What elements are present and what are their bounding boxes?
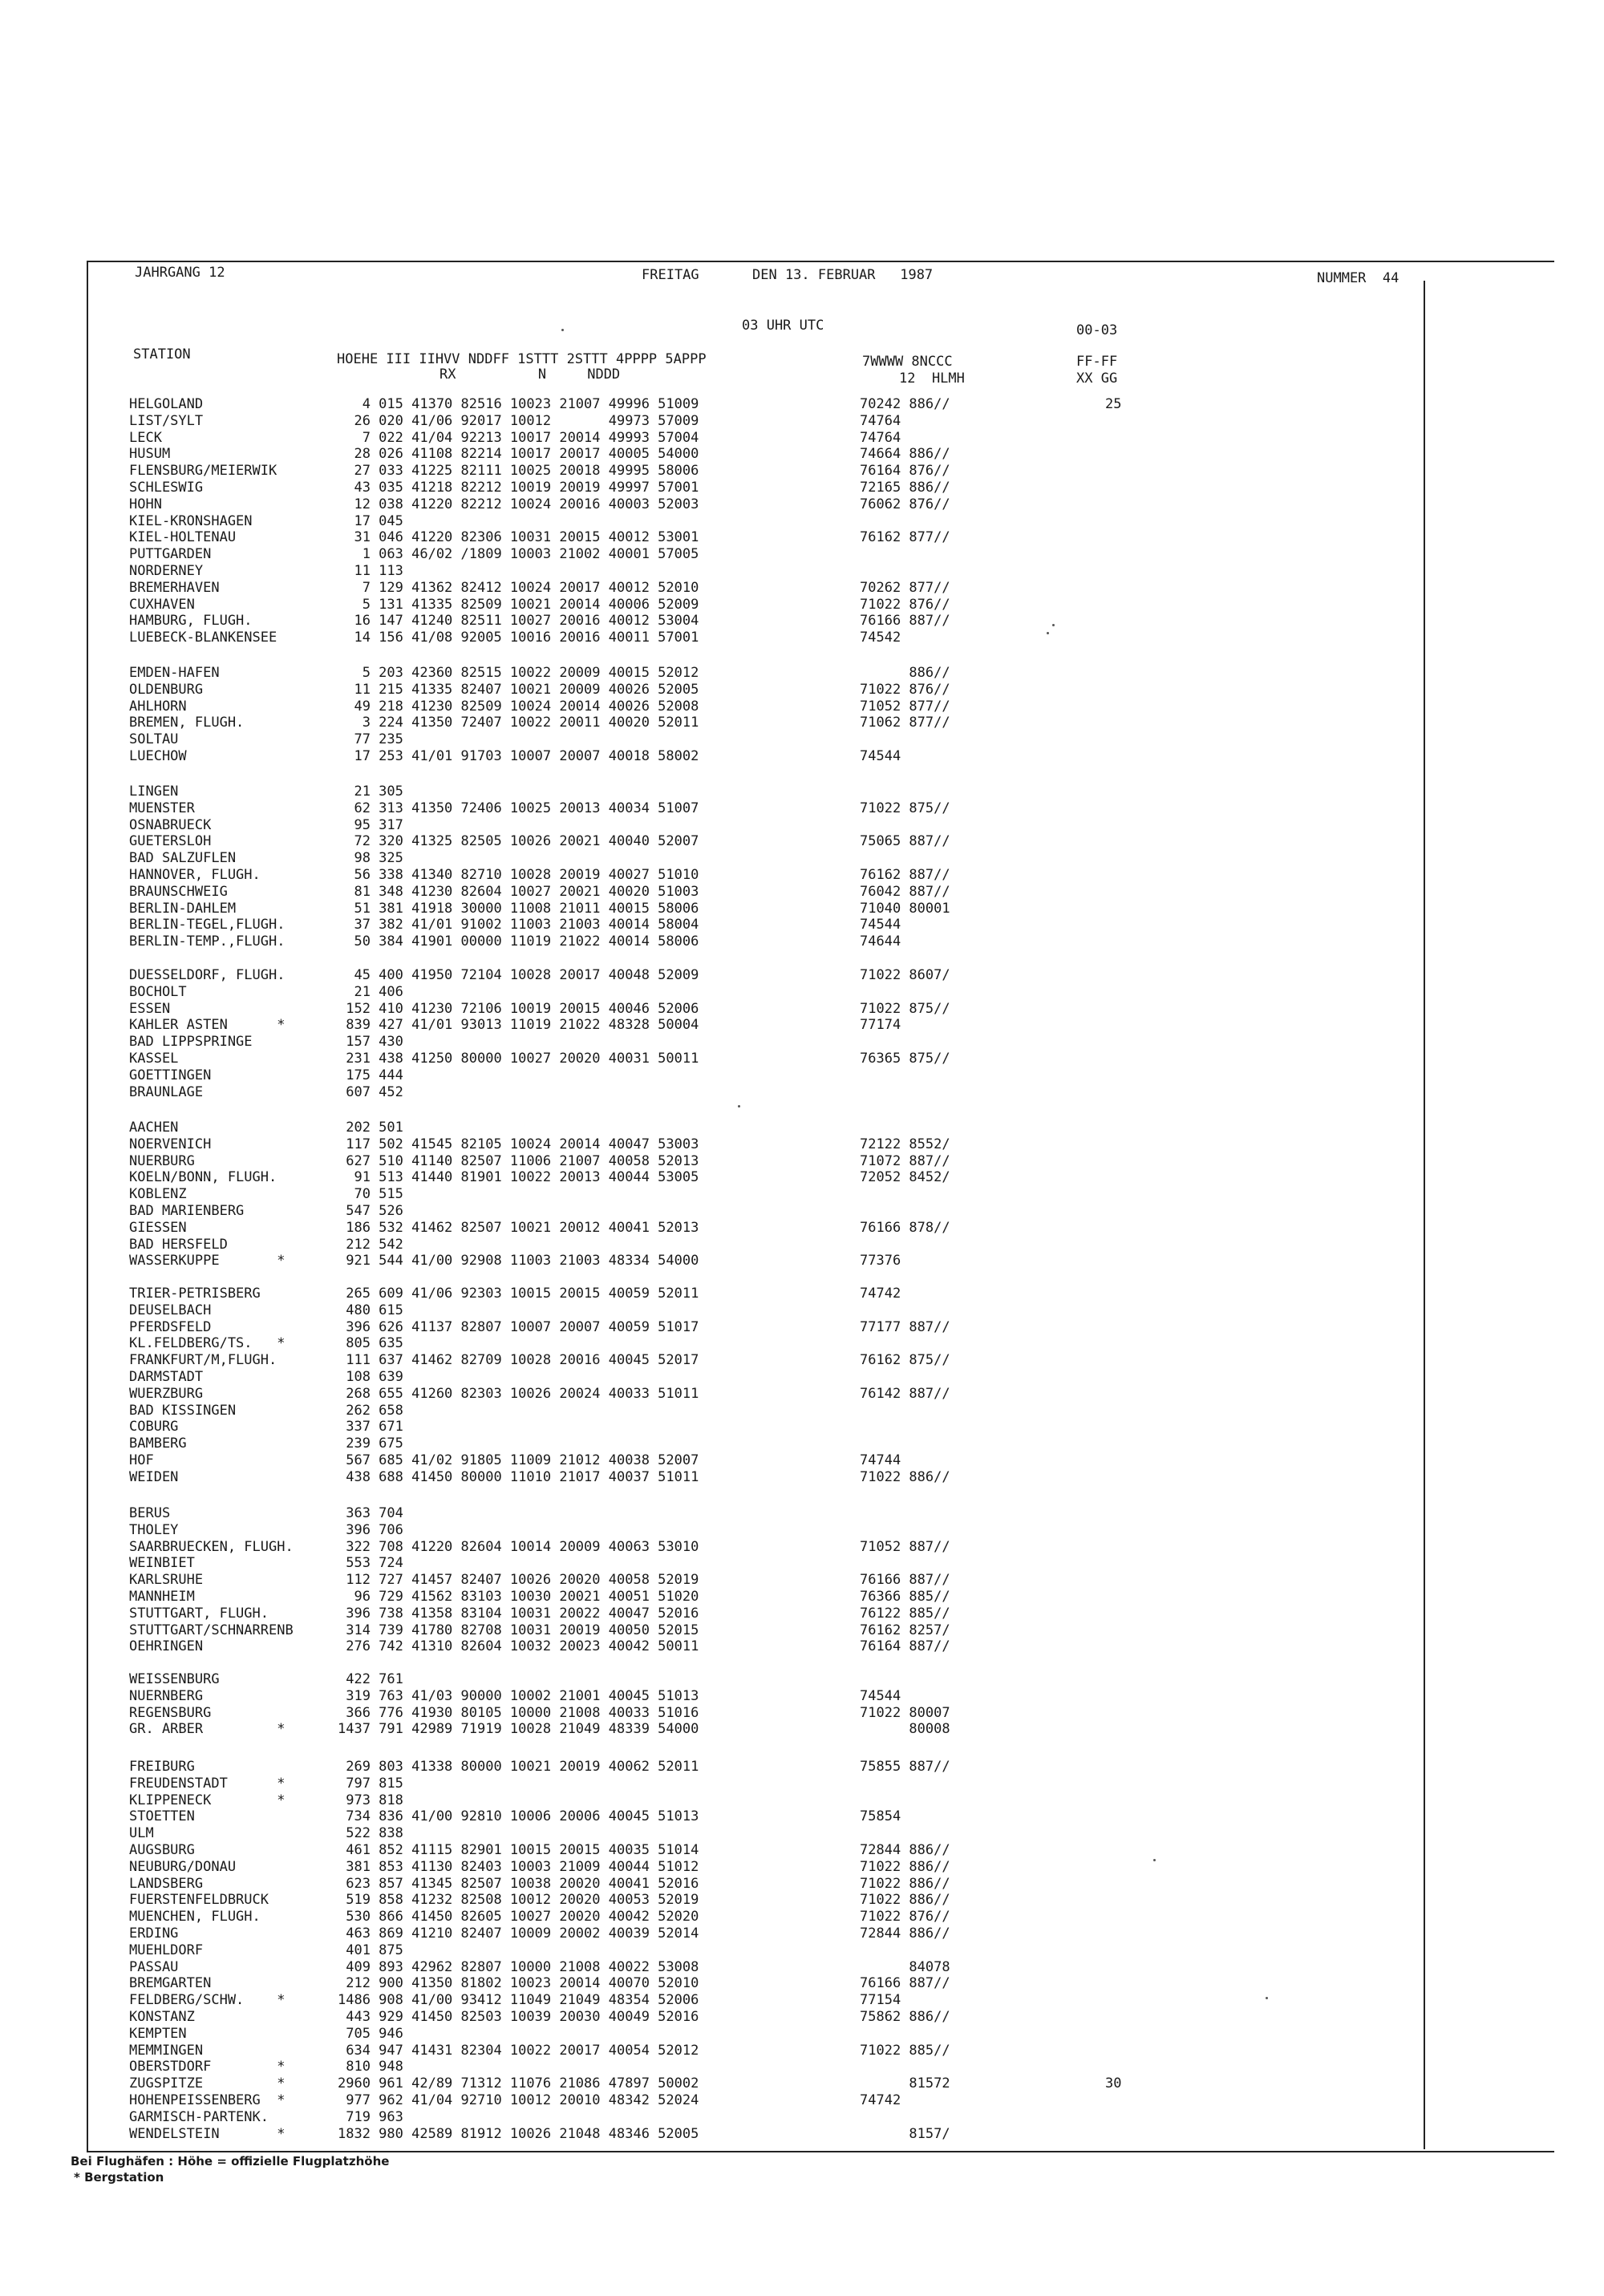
weather-column-subheader: 12 HLMH — [899, 371, 965, 387]
station-code-groups: 623 857 41345 82507 10038 20020 40041 52016 — [338, 1876, 699, 1892]
station-code-groups: 921 544 41/00 92908 11003 21003 48334 54000 — [338, 1253, 699, 1269]
station-weather-groups: 76164 887// — [860, 1638, 950, 1654]
station-name: PASSAU — [129, 1959, 179, 1975]
station-name: KOBLENZ — [129, 1186, 187, 1202]
speck — [1266, 1997, 1268, 1999]
station-name: SCHLESWIG — [129, 480, 204, 496]
station-code-groups: 17 045 — [338, 513, 403, 529]
station-code-groups: 95 317 — [338, 817, 403, 833]
station-weather-groups: 76166 887// — [860, 613, 950, 629]
station-code-groups: 396 626 41137 82807 10007 20007 40059 51017 — [338, 1319, 699, 1335]
station-name: GUETERSLOH — [129, 833, 212, 849]
station-code-groups: 157 430 — [338, 1034, 403, 1050]
station-weather-groups: 71022 885// — [860, 2043, 950, 2059]
station-weather-groups: 72052 8452/ — [860, 1169, 950, 1185]
station-weather-groups: 71040 80001 — [860, 901, 950, 917]
station-weather-groups: 71052 877// — [860, 699, 950, 715]
station-weather-groups: 76166 878// — [860, 1220, 950, 1236]
station-code-groups: 265 609 41/06 92303 10015 20015 40059 52011 — [338, 1286, 699, 1302]
station-code-groups: 522 838 — [338, 1825, 403, 1841]
station-weather-groups: 77154 — [860, 1992, 901, 2008]
station-weather-groups: 74664 886// — [860, 446, 950, 462]
station-code-groups: 17 253 41/01 91703 10007 20007 40018 58002 — [338, 748, 699, 764]
station-code-groups: 11 215 41335 82407 10021 20009 40026 52005 — [338, 682, 699, 698]
station-code-groups: 96 729 41562 83103 10030 20021 40051 51020 — [338, 1589, 699, 1605]
station-code-groups: 51 381 41918 30000 11008 21011 40015 58006 — [338, 901, 699, 917]
station-name: HELGOLAND — [129, 396, 204, 412]
station-code-groups: 409 893 42962 82807 10000 21008 40022 53008 — [338, 1959, 699, 1975]
station-code-groups: 839 427 41/01 93013 11019 21022 48328 50004 — [338, 1017, 699, 1033]
station-code-groups: 422 761 — [338, 1671, 403, 1687]
station-weather-groups: 71022 80007 — [860, 1705, 950, 1721]
station-name: KAHLER ASTEN * — [129, 1017, 286, 1033]
station-code-groups: 91 513 41440 81901 10022 20013 40044 53005 — [338, 1169, 699, 1185]
station-weather-groups: 76162 887// — [860, 867, 950, 883]
station-weather-groups: 72844 886// — [860, 1842, 950, 1858]
station-name: LINGEN — [129, 784, 179, 800]
station-weather-groups: 74544 — [860, 917, 901, 933]
station-name: WASSERKUPPE * — [129, 1253, 286, 1269]
station-code-groups: 2960 961 42/89 71312 11076 21086 47897 50002 — [338, 2075, 699, 2092]
station-name: WUERZBURG — [129, 1386, 204, 1402]
station-name: LUEBECK-BLANKENSEE — [129, 630, 277, 646]
station-name: ZUGSPITZE * — [129, 2075, 286, 2092]
station-weather-groups: 886// — [860, 665, 950, 681]
station-weather-groups: 75065 887// — [860, 833, 950, 849]
station-code-groups: 627 510 41140 82507 11006 21007 40058 52013 — [338, 1153, 699, 1169]
station-name: FRANKFURT/M,FLUGH. — [129, 1352, 277, 1368]
observation-time: 03 UHR UTC — [742, 318, 824, 334]
station-name: KOELN/BONN, FLUGH. — [129, 1169, 277, 1185]
station-weather-groups: 75862 886// — [860, 2009, 950, 2025]
station-code-groups: 973 818 — [338, 1792, 403, 1808]
station-name: HANNOVER, FLUGH. — [129, 867, 261, 883]
station-code-groups: 705 946 — [338, 2026, 403, 2042]
station-code-groups: 1832 980 42589 81912 10026 21048 48346 52005 — [338, 2126, 699, 2142]
station-code-groups: 805 635 — [338, 1335, 403, 1351]
station-weather-groups: 72165 886// — [860, 480, 950, 496]
footnote-mountain: * Bergstation — [74, 2170, 164, 2185]
period-label: 00-03 — [1076, 322, 1118, 338]
station-name: NUERNBERG — [129, 1688, 204, 1704]
station-name: NEUBURG/DONAU — [129, 1859, 237, 1875]
station-code-groups: 797 815 — [338, 1776, 403, 1792]
station-weather-groups: 74764 — [860, 413, 901, 429]
station-code-groups: 401 875 — [338, 1942, 403, 1958]
station-code-groups: 480 615 — [338, 1302, 403, 1318]
station-name: STOETTEN — [129, 1808, 195, 1824]
station-code-groups: 175 444 — [338, 1067, 403, 1083]
speck — [1153, 1859, 1156, 1861]
station-code-groups: 231 438 41250 80000 10027 20020 40031 50011 — [338, 1051, 699, 1067]
station-code-groups: 262 658 — [338, 1403, 403, 1419]
station-weather-groups: 70262 877// — [860, 580, 950, 596]
station-weather-groups: 74544 — [860, 748, 901, 764]
station-code-groups: 463 869 41210 82407 10009 20002 40039 52014 — [338, 1925, 699, 1942]
station-name: BREMGARTEN — [129, 1975, 212, 1991]
station-weather-groups: 74544 — [860, 1688, 901, 1704]
station-weather-groups: 71022 886// — [860, 1859, 950, 1875]
station-name: DARMSTADT — [129, 1369, 204, 1385]
station-weather-groups: 71022 876// — [860, 682, 950, 698]
station-code-groups: 202 501 — [338, 1120, 403, 1136]
station-code-groups: 62 313 41350 72406 10025 20013 40034 51007 — [338, 800, 699, 816]
station-name: BAD LIPPSPRINGE — [129, 1034, 253, 1050]
station-code-groups: 21 406 — [338, 984, 403, 1000]
station-code-groups: 77 235 — [338, 731, 403, 747]
weekday-label: FREITAG — [642, 267, 699, 283]
station-code-groups: 117 502 41545 82105 10024 20014 40047 53003 — [338, 1136, 699, 1152]
station-name: DEUSELBACH — [129, 1302, 212, 1318]
station-weather-groups: 72844 886// — [860, 1925, 950, 1942]
station-code-groups: 11 113 — [338, 563, 403, 579]
station-name: HOHN — [129, 496, 162, 512]
station-weather-groups: 74742 — [860, 1286, 901, 1302]
station-name: BERLIN-DAHLEM — [129, 901, 237, 917]
station-weather-groups: 71022 8607/ — [860, 967, 950, 983]
station-code-groups: 268 655 41260 82303 10026 20024 40033 51011 — [338, 1386, 699, 1402]
station-code-groups: 366 776 41930 80105 10000 21008 40033 51016 — [338, 1705, 699, 1721]
station-weather-groups: 81572 — [860, 2075, 950, 2092]
station-weather-groups: 71022 875// — [860, 800, 950, 816]
station-weather-groups: 80008 — [860, 1721, 950, 1737]
station-name: BAD KISSINGEN — [129, 1403, 237, 1419]
station-weather-groups: 76042 887// — [860, 884, 950, 900]
station-name: NUERBURG — [129, 1153, 195, 1169]
station-weather-groups: 70242 886// — [860, 396, 950, 412]
station-weather-groups: 74764 — [860, 430, 901, 446]
station-name: CUXHAVEN — [129, 597, 195, 613]
station-name: EMDEN-HAFEN — [129, 665, 220, 681]
station-name: TRIER-PETRISBERG — [129, 1286, 261, 1302]
station-name: BRAUNSCHWEIG — [129, 884, 228, 900]
station-extra-value: 25 — [1105, 396, 1122, 412]
station-name: ESSEN — [129, 1001, 171, 1017]
station-name: WEISSENBURG — [129, 1671, 220, 1687]
station-name: BOCHOLT — [129, 984, 187, 1000]
station-code-groups: 734 836 41/00 92810 10006 20006 40045 51013 — [338, 1808, 699, 1824]
station-name: NOERVENICH — [129, 1136, 212, 1152]
station-code-groups: 31 046 41220 82306 10031 20015 40012 53001 — [338, 529, 699, 545]
station-name: OBERSTDORF * — [129, 2059, 286, 2075]
station-weather-groups: 76062 876// — [860, 496, 950, 512]
station-code-groups: 396 738 41358 83104 10031 20022 40047 52016 — [338, 1606, 699, 1622]
station-weather-groups: 76166 887// — [860, 1975, 950, 1991]
station-code-groups: 7 129 41362 82412 10024 20017 40012 52010 — [338, 580, 699, 596]
station-name: HOHENPEISSENBERG * — [129, 2092, 286, 2108]
right-column-divider — [1424, 281, 1425, 2149]
station-code-groups: 26 020 41/06 92017 10012 49973 57009 — [338, 413, 699, 429]
station-name: LUECHOW — [129, 748, 187, 764]
speck — [738, 1105, 740, 1108]
speck — [1052, 624, 1055, 626]
station-name: MUENCHEN, FLUGH. — [129, 1909, 261, 1925]
weather-column-header: 7WWWW 8NCCC — [862, 354, 953, 370]
station-name: REGENSBURG — [129, 1705, 212, 1721]
station-name: SAARBRUECKEN, FLUGH. — [129, 1539, 294, 1555]
speck — [561, 329, 564, 331]
station-weather-groups: 77174 — [860, 1017, 901, 1033]
code-column-subheader: RX N NDDD — [439, 366, 621, 383]
station-code-groups: 50 384 41901 00000 11019 21022 40014 58006 — [338, 933, 699, 950]
station-name: COBURG — [129, 1419, 179, 1435]
station-code-groups: 567 685 41/02 91805 11009 21012 40038 52007 — [338, 1452, 699, 1468]
station-name: BREMERHAVEN — [129, 580, 220, 596]
station-code-groups: 98 325 — [338, 850, 403, 866]
station-weather-groups: 76365 875// — [860, 1051, 950, 1067]
station-weather-groups: 76166 887// — [860, 1572, 950, 1588]
station-name: KEMPTEN — [129, 2026, 187, 2042]
station-weather-groups: 84078 — [860, 1959, 950, 1975]
station-weather-groups: 74542 — [860, 630, 901, 646]
code-column-header: HOEHE III IIHVV NDDFF 1STTT 2STTT 4PPPP 5APPP — [337, 351, 707, 367]
station-name: OEHRINGEN — [129, 1638, 204, 1654]
station-name: DUESSELDORF, FLUGH. — [129, 967, 286, 983]
station-code-groups: 810 948 — [338, 2059, 403, 2075]
station-extra-value: 30 — [1105, 2075, 1122, 2092]
station-code-groups: 49 218 41230 82509 10024 20014 40026 52008 — [338, 699, 699, 715]
station-code-groups: 28 026 41108 82214 10017 20017 40005 54000 — [338, 446, 699, 462]
station-code-groups: 5 131 41335 82509 10021 20014 40006 52009 — [338, 597, 699, 613]
station-weather-groups: 76164 876// — [860, 463, 950, 479]
station-name: HUSUM — [129, 446, 171, 462]
station-code-groups: 1486 908 41/00 93412 11049 21049 48354 52006 — [338, 1992, 699, 2008]
station-name: WENDELSTEIN * — [129, 2126, 286, 2142]
station-name: FELDBERG/SCHW. * — [129, 1992, 286, 2008]
station-name: PFERDSFELD — [129, 1319, 212, 1335]
station-weather-groups: 71022 886// — [860, 1469, 950, 1485]
station-weather-groups: 76122 885// — [860, 1606, 950, 1622]
station-name: BREMEN, FLUGH. — [129, 715, 245, 731]
station-name: KONSTANZ — [129, 2009, 195, 2025]
station-weather-groups: 74742 — [860, 2092, 901, 2108]
station-code-groups: 37 382 41/01 91002 11003 21003 40014 58004 — [338, 917, 699, 933]
station-name: WEINBIET — [129, 1555, 195, 1571]
station-code-groups: 14 156 41/08 92005 10016 20016 40011 57001 — [338, 630, 699, 646]
station-code-groups: 269 803 41338 80000 10021 20019 40062 52011 — [338, 1759, 699, 1775]
station-code-groups: 381 853 41130 82403 10003 21009 40044 51012 — [338, 1859, 699, 1875]
station-code-groups: 16 147 41240 82511 10027 20016 40012 53004 — [338, 613, 699, 629]
station-name: AHLHORN — [129, 699, 187, 715]
station-name: OSNABRUECK — [129, 817, 212, 833]
station-weather-groups: 76162 875// — [860, 1352, 950, 1368]
station-weather-groups: 72122 8552/ — [860, 1136, 950, 1152]
station-name: KLIPPENECK * — [129, 1792, 286, 1808]
station-name: AUGSBURG — [129, 1842, 195, 1858]
station-code-groups: 239 675 — [338, 1436, 403, 1452]
station-code-groups: 212 900 41350 81802 10023 20014 40070 52010 — [338, 1975, 699, 1991]
station-code-groups: 322 708 41220 82604 10014 20009 40063 53010 — [338, 1539, 699, 1555]
station-name: BAD HERSFELD — [129, 1237, 228, 1253]
station-weather-groups: 76142 887// — [860, 1386, 950, 1402]
station-code-groups: 21 305 — [338, 784, 403, 800]
station-name: BAD MARIENBERG — [129, 1203, 245, 1219]
station-code-groups: 314 739 41780 82708 10031 20019 40050 52015 — [338, 1622, 699, 1638]
station-code-groups: 3 224 41350 72407 10022 20011 40020 52011 — [338, 715, 699, 731]
station-weather-groups: 71072 887// — [860, 1153, 950, 1169]
station-code-groups: 70 515 — [338, 1186, 403, 1202]
station-weather-groups: 71022 876// — [860, 1909, 950, 1925]
station-code-groups: 4 015 41370 82516 10023 21007 49996 51009 — [338, 396, 699, 412]
station-name: KL.FELDBERG/TS. * — [129, 1335, 286, 1351]
station-code-groups: 27 033 41225 82111 10025 20018 49995 58006 — [338, 463, 699, 479]
station-code-groups: 12 038 41220 82212 10024 20016 40003 52003 — [338, 496, 699, 512]
station-code-groups: 977 962 41/04 92710 10012 20010 48342 52024 — [338, 2092, 699, 2108]
station-code-groups: 152 410 41230 72106 10019 20015 40046 52006 — [338, 1001, 699, 1017]
station-name: OLDENBURG — [129, 682, 204, 698]
station-name: MEMMINGEN — [129, 2043, 204, 2059]
station-code-groups: 43 035 41218 82212 10019 20019 49997 57001 — [338, 480, 699, 496]
speck — [1047, 632, 1049, 634]
station-code-groups: 438 688 41450 80000 11010 21017 40037 51011 — [338, 1469, 699, 1485]
station-weather-groups: 76366 885// — [860, 1589, 950, 1605]
station-name: LANDSBERG — [129, 1876, 204, 1892]
station-code-groups: 276 742 41310 82604 10032 20023 40042 50011 — [338, 1638, 699, 1654]
station-name: HOF — [129, 1452, 154, 1468]
station-weather-groups: 77177 887// — [860, 1319, 950, 1335]
table-frame — [87, 261, 1554, 2152]
station-code-groups: 186 532 41462 82507 10021 20012 40041 52013 — [338, 1220, 699, 1236]
station-name: STUTTGART, FLUGH. — [129, 1606, 269, 1622]
station-name: NORDERNEY — [129, 563, 204, 579]
station-weather-groups: 71022 886// — [860, 1876, 950, 1892]
station-weather-groups: 71062 877// — [860, 715, 950, 731]
station-weather-groups: 71022 876// — [860, 597, 950, 613]
issue-number: NUMMER 44 — [1317, 270, 1399, 286]
station-name: ULM — [129, 1825, 154, 1841]
station-weather-groups: 71052 887// — [860, 1539, 950, 1555]
station-weather-groups: 76162 877// — [860, 529, 950, 545]
station-name: WEIDEN — [129, 1469, 179, 1485]
footnote-airport: Bei Flughäfen : Höhe = offizielle Flugplatzhöhe — [71, 2154, 390, 2168]
station-name: PUTTGARDEN — [129, 546, 212, 562]
station-code-groups: 56 338 41340 82710 10028 20019 40027 51010 — [338, 867, 699, 883]
station-column-header: STATION — [133, 346, 191, 362]
station-weather-groups: 75854 — [860, 1808, 901, 1824]
station-name: STUTTGART/SCHNARRENB — [129, 1622, 294, 1638]
station-name: LECK — [129, 430, 162, 446]
station-name: FUERSTENFELDBRUCK — [129, 1892, 269, 1908]
station-name: FLENSBURG/MEIERWIK — [129, 463, 277, 479]
station-weather-groups: 71022 886// — [860, 1892, 950, 1908]
station-code-groups: 108 639 — [338, 1369, 403, 1385]
station-name: FREUDENSTADT * — [129, 1776, 286, 1792]
station-code-groups: 634 947 41431 82304 10022 20017 40054 52012 — [338, 2043, 699, 2059]
station-code-groups: 7 022 41/04 92213 10017 20014 49993 57004 — [338, 430, 699, 446]
right-column-header: FF-FF — [1076, 354, 1118, 370]
station-code-groups: 443 929 41450 82503 10039 20030 40049 52016 — [338, 2009, 699, 2025]
station-name: THOLEY — [129, 1522, 179, 1538]
station-name: KIEL-HOLTENAU — [129, 529, 237, 545]
station-name: BAD SALZUFLEN — [129, 850, 237, 866]
volume-label: JAHRGANG 12 — [135, 265, 225, 281]
station-name: GARMISCH-PARTENK. — [129, 2109, 269, 2125]
station-name: BERUS — [129, 1505, 171, 1521]
station-code-groups: 45 400 41950 72104 10028 20017 40048 52009 — [338, 967, 699, 983]
station-code-groups: 607 452 — [338, 1084, 403, 1100]
station-name: MUEHLDORF — [129, 1942, 204, 1958]
station-weather-groups: 8157/ — [860, 2126, 950, 2142]
station-code-groups: 5 203 42360 82515 10022 20009 40015 52012 — [338, 665, 699, 681]
station-name: MUENSTER — [129, 800, 195, 816]
station-code-groups: 396 706 — [338, 1522, 403, 1538]
station-name: LIST/SYLT — [129, 413, 204, 429]
station-code-groups: 319 763 41/03 90000 10002 21001 40045 51013 — [338, 1688, 699, 1704]
station-name: SOLTAU — [129, 731, 179, 747]
station-code-groups: 212 542 — [338, 1237, 403, 1253]
station-name: KASSEL — [129, 1051, 179, 1067]
station-name: HAMBURG, FLUGH. — [129, 613, 253, 629]
station-name: GOETTINGEN — [129, 1067, 212, 1083]
station-weather-groups: 76162 8257/ — [860, 1622, 950, 1638]
station-code-groups: 519 858 41232 82508 10012 20020 40053 52019 — [338, 1892, 699, 1908]
station-code-groups: 112 727 41457 82407 10026 20020 40058 52019 — [338, 1572, 699, 1588]
date-label: DEN 13. FEBRUAR 1987 — [752, 267, 934, 283]
station-name: AACHEN — [129, 1120, 179, 1136]
station-code-groups: 1 063 46/02 /1809 10003 21002 40001 57005 — [338, 546, 699, 562]
station-name: BRAUNLAGE — [129, 1084, 204, 1100]
station-weather-groups: 77376 — [860, 1253, 901, 1269]
station-code-groups: 1437 791 42989 71919 10028 21049 48339 54000 — [338, 1721, 699, 1737]
right-column-subheader: XX GG — [1076, 371, 1118, 387]
station-code-groups: 719 963 — [338, 2109, 403, 2125]
station-name: BERLIN-TEGEL,FLUGH. — [129, 917, 286, 933]
station-weather-groups: 71022 875// — [860, 1001, 950, 1017]
station-name: BAMBERG — [129, 1436, 187, 1452]
station-code-groups: 547 526 — [338, 1203, 403, 1219]
station-code-groups: 81 348 41230 82604 10027 20021 40020 51003 — [338, 884, 699, 900]
station-weather-groups: 74744 — [860, 1452, 901, 1468]
station-code-groups: 553 724 — [338, 1555, 403, 1571]
station-name: KIEL-KRONSHAGEN — [129, 513, 253, 529]
station-weather-groups: 75855 887// — [860, 1759, 950, 1775]
station-name: MANNHEIM — [129, 1589, 195, 1605]
station-code-groups: 530 866 41450 82605 10027 20020 40042 52020 — [338, 1909, 699, 1925]
station-code-groups: 72 320 41325 82505 10026 20021 40040 52007 — [338, 833, 699, 849]
station-code-groups: 363 704 — [338, 1505, 403, 1521]
station-code-groups: 111 637 41462 82709 10028 20016 40045 52017 — [338, 1352, 699, 1368]
station-weather-groups: 74644 — [860, 933, 901, 950]
station-name: BERLIN-TEMP.,FLUGH. — [129, 933, 286, 950]
station-name: GR. ARBER * — [129, 1721, 286, 1737]
station-code-groups: 337 671 — [338, 1419, 403, 1435]
station-name: ERDING — [129, 1925, 179, 1942]
station-name: GIESSEN — [129, 1220, 187, 1236]
station-name: KARLSRUHE — [129, 1572, 204, 1588]
station-code-groups: 461 852 41115 82901 10015 20015 40035 51014 — [338, 1842, 699, 1858]
station-name: FREIBURG — [129, 1759, 195, 1775]
